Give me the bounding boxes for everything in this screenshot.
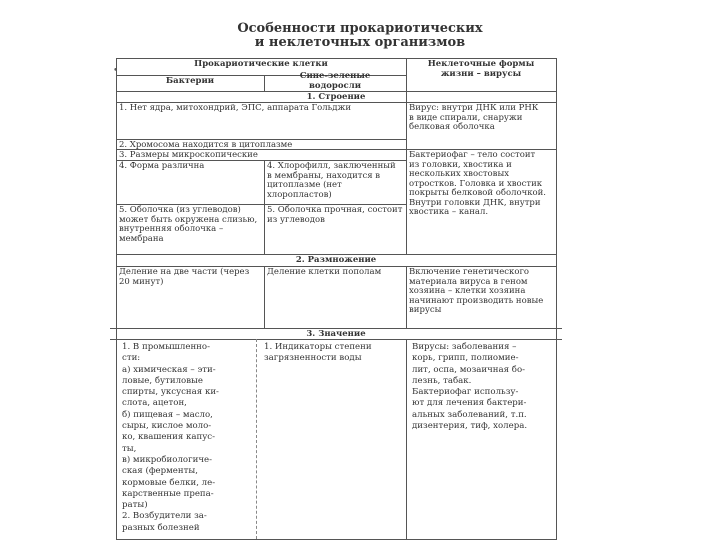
section3-virus <box>406 341 556 539</box>
section3-virus-line: лезнь, табак. <box>412 375 472 386</box>
section3-virus-line: альных заболеваний, т.п. <box>412 409 527 420</box>
header-bluegreen-algae: Сине-зеленые водоросли <box>299 71 371 91</box>
title-line-1: Особенности прокариотических <box>237 21 483 36</box>
section3-virus-line: ют для лечения бактери- <box>412 398 527 409</box>
section3-bacteria-line: разных болезней <box>122 522 200 533</box>
header-noncellular: Неклеточные формы жизни – вирусы <box>427 59 535 79</box>
section3-algae-line: загрязненности воды <box>264 353 362 364</box>
section3-bacteria-line: сти: <box>122 353 141 364</box>
header-prokaryotic: Прокариотические клетки <box>194 59 328 69</box>
section2-title: 2. Размножение <box>295 255 377 265</box>
section3-title: 3. Значение <box>306 329 366 339</box>
section2-bacteria: Деление на две части (через 20 минут) <box>119 267 250 287</box>
section1-row2: 2. Хромосома находится в цитоплазме <box>119 140 293 149</box>
section3-bacteria-line: карственные препа- <box>122 488 214 499</box>
section3-bacteria-line: сыры, кислое моло- <box>122 421 212 432</box>
section3-virus-line: корь, грипп, полиомие- <box>412 353 519 364</box>
bullet-mark-glyph: • <box>113 66 119 76</box>
rule-right <box>556 58 557 540</box>
section3-bacteria-line: раты) <box>122 500 148 511</box>
comparison-table <box>113 58 556 540</box>
section1-row3: 3. Размеры микроскопические <box>119 150 258 160</box>
section1-row4: 4. Форма различна <box>119 161 205 171</box>
section1-row1: 1. Нет ядра, митохондрий, ЭПС, аппарата Гольджи <box>119 103 352 113</box>
section3-bacteria-line: ская (ферменты, <box>122 466 198 477</box>
section1-row5-algae: 5. Оболочка прочная, состоит из углеводов <box>267 205 403 225</box>
virus-structure: Вирус: внутри ДНК или РНК в виде спирали, снаружи белковая оболочка <box>409 103 539 132</box>
section3-bacteria-line: спирты, уксусная ки- <box>122 387 219 398</box>
section3-bacteria-line: 1. В промышленно- <box>122 342 210 352</box>
section3-bacteria-line: ко, квашения капус- <box>122 432 216 443</box>
section1-title: 1. Строение <box>306 92 366 102</box>
section3-bacteria-line: ты, <box>122 443 137 454</box>
section3-bacteria-line: б) пищевая – масло, <box>122 409 213 420</box>
section3-algae <box>256 341 406 539</box>
rule-section3-row <box>110 339 562 340</box>
section3-bacteria-line: ловые, бутиловые <box>122 375 203 386</box>
section3-bacteria-line: в) микробиологиче- <box>122 454 212 465</box>
section3-bacteria-line: кормовые белки, ле- <box>122 477 216 488</box>
section3-bacteria-line: а) химическая – эти- <box>122 364 216 375</box>
document-title <box>0 22 720 50</box>
section2-virus: Включение генетического материала вируса в геном хозяина – клетки хозяина начинают производить новые вирусы <box>409 267 544 315</box>
section1-row4-algae: 4. Хлорофилл, заключенный в мембраны, находится в цитоплазме (нет хлоропластов) <box>267 161 396 200</box>
section3-bacteria <box>116 341 256 539</box>
section3-bacteria-line: 2. Возбудители за- <box>122 511 207 522</box>
section3-virus-line: Бактериофаг использу- <box>412 387 519 398</box>
section3-algae-line: 1. Индикаторы степени <box>264 342 372 352</box>
bacteriophage-structure: Бактериофаг – тело состоит из головки, хвостика и нескольких хвостовых отростков. Головка и хвостик покрыты белковой оболочкой. Внутри головки ДНК, внутри хвостика – канал. <box>409 150 547 217</box>
section3-virus-line: Вирусы: заболевания – <box>412 342 517 352</box>
title-line-2: и неклеточных организмов <box>254 35 466 50</box>
header-bacteria: Бактерии <box>165 76 215 86</box>
section1-row5-bacteria: 5. Оболочка (из углеводов) может быть окружена слизью, внутренняя оболочка – мембрана <box>119 205 258 244</box>
section3-virus-line: лит, оспа, мозаичная бо- <box>412 364 526 375</box>
section3-virus-line: дизентерия, тиф, холера. <box>412 421 528 432</box>
section2-algae: Деление клетки пополам <box>267 267 382 277</box>
section3-bacteria-line: слота, ацетон, <box>122 398 187 409</box>
